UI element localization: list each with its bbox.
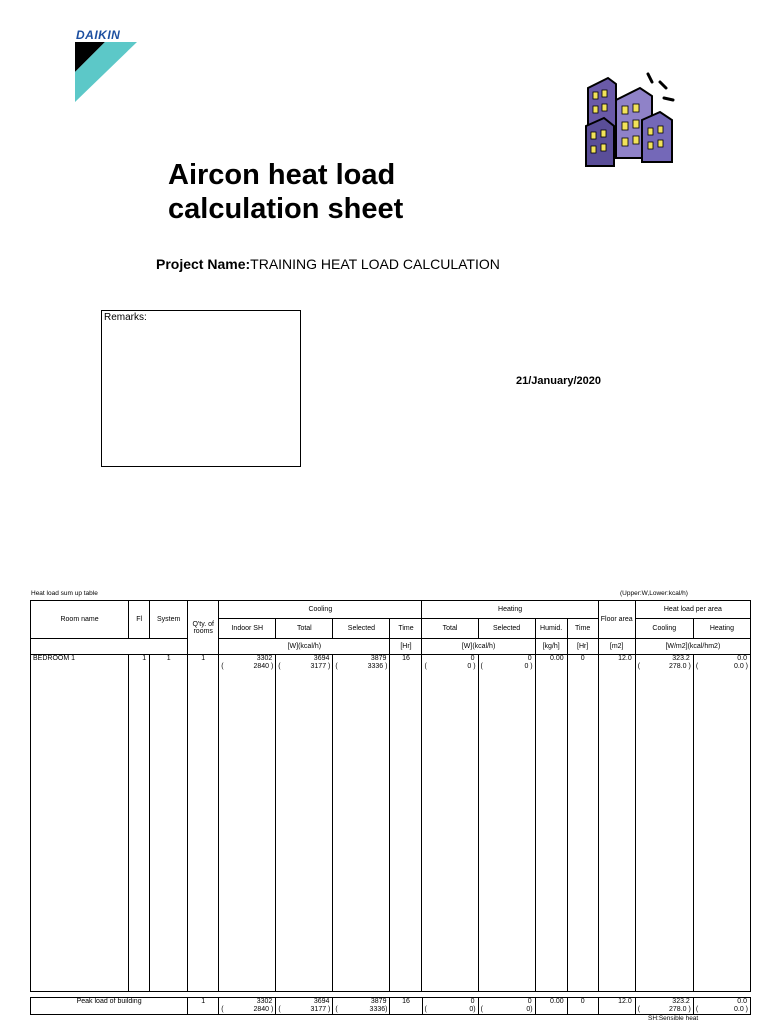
peak-pa-cool-k: 278.0	[669, 1006, 687, 1013]
peak-indoor-sh-w: 3302	[256, 998, 273, 1005]
unit-heating: [W](kcal/h)	[422, 639, 535, 655]
unit-kgh: [kg/h]	[535, 639, 567, 655]
peak-humid: 0.00	[535, 998, 567, 1015]
total-w: 3694	[313, 655, 330, 662]
header-qty: Q'ty. of rooms	[188, 601, 219, 655]
table-row: BEDROOM 1 1 1 1 3302 ( 2840 ) 3694 ( 3177 ) 3879 ( 3336 ) 16 0 ( 0 ) 0 ( 0 ) 0.00 0 12.0 323.2 ( 278.0 ) 0.0 ( 0.0 )	[31, 655, 751, 672]
header-total: Total	[276, 619, 333, 639]
header-selected: Selected	[333, 619, 390, 639]
unit-hr-2: [Hr]	[567, 639, 598, 655]
room-qty: 1	[188, 655, 219, 672]
heat-selected-w: 0	[527, 655, 532, 662]
peak-time: 16	[390, 998, 422, 1015]
project-value: TRAINING HEAT LOAD CALCULATION	[250, 256, 500, 272]
pa-heat-k: 0.0	[733, 663, 744, 670]
peak-row: Peak load of building 1 3302 ( 2840 ) 3694 ( 3177 ) 3879 ( 3336) 16 0 ( 0) 0 ( 0) 0.00 0 12.0 323.2 ( 278.0 ) 0.0 ( 0.0 )	[31, 998, 751, 1015]
peak-heat-total-k: 0	[469, 1006, 474, 1013]
peak-selected-w: 3879	[370, 998, 387, 1005]
total-k: 3177	[310, 663, 327, 670]
heat-selected-k: 0	[524, 663, 529, 670]
title-line-2: calculation sheet	[168, 193, 404, 225]
peak-selected-k: 3336	[369, 1006, 386, 1013]
indoor-sh-k: 2840	[253, 663, 270, 670]
header-humid: Humid.	[535, 619, 567, 639]
peak-pa-heat-k: 0.0	[733, 1006, 744, 1013]
peak-total-k: 3177	[310, 1006, 327, 1013]
header-floor-area: Floor area	[598, 601, 635, 639]
indoor-sh-w: 3302	[256, 655, 273, 662]
selected-w: 3879	[370, 655, 387, 662]
room-system: 1	[150, 655, 188, 672]
peak-floor-area: 12.0	[598, 998, 635, 1015]
header-heating: Heating	[422, 601, 598, 619]
unit-m2: [m2]	[598, 639, 635, 655]
project-label: Project Name:	[156, 256, 251, 272]
header-time: Time	[390, 619, 422, 639]
pa-cool-w: 323.2	[672, 655, 690, 662]
unit-cooling: [W](kcal/h)	[219, 639, 390, 655]
unit-per-area: [W/m2](kcal/hm2)	[635, 639, 750, 655]
humid: 0.00	[535, 655, 567, 672]
header-heat-total: Total	[422, 619, 478, 639]
page-title	[168, 158, 403, 226]
selected-k: 3336	[367, 663, 384, 670]
heat-load-table	[30, 600, 751, 992]
floor-area: 12.0	[598, 655, 635, 672]
room-fl: 1	[129, 655, 150, 672]
room-name: BEDROOM 1	[31, 655, 129, 672]
heat-total-k: 0	[467, 663, 472, 670]
cool-time: 16	[390, 655, 422, 672]
header-room-name: Room name	[31, 601, 129, 639]
peak-qty: 1	[188, 998, 219, 1015]
city-buildings-icon	[580, 70, 680, 170]
header-cooling: Cooling	[219, 601, 422, 619]
header-heat-time: Time	[567, 619, 598, 639]
peak-pa-cool-w: 323.2	[672, 998, 690, 1005]
peak-total-w: 3694	[313, 998, 330, 1005]
pa-cool-k: 278.0	[669, 663, 687, 670]
sh-note: SH:Sensible heat	[648, 1015, 699, 1022]
document-date: 21/January/2020	[516, 375, 602, 387]
heat-time: 0	[567, 655, 598, 672]
peak-heat-total-w: 0	[470, 998, 475, 1005]
title-line-1: Aircon heat load	[168, 159, 396, 191]
peak-load-table	[30, 997, 751, 1015]
peak-heat-selected-k: 0	[526, 1006, 531, 1013]
remarks-box	[101, 310, 301, 467]
peak-pa-heat-w: 0.0	[737, 998, 747, 1005]
header-system: System	[150, 601, 188, 639]
daikin-logo-text: DAIKIN	[76, 28, 121, 42]
unit-hr: [Hr]	[390, 639, 422, 655]
remarks-label: Remarks:	[104, 312, 147, 323]
peak-label: Peak load of building	[31, 998, 188, 1015]
peak-heat-time: 0	[567, 998, 598, 1015]
heat-total-w: 0	[470, 655, 475, 662]
header-heat-selected: Selected	[478, 619, 535, 639]
peak-heat-selected-w: 0	[527, 998, 532, 1005]
header-fl: Fl	[129, 601, 150, 639]
peak-indoor-sh-k: 2840	[253, 1006, 270, 1013]
header-per-area: Heat load per area	[635, 601, 750, 619]
project-name	[156, 256, 500, 272]
units-note: (Upper:W,Lower:kcal/h)	[620, 590, 688, 597]
header-pa-cooling: Cooling	[635, 619, 693, 639]
table-title: Heat load sum up table	[31, 590, 98, 597]
header-indoor-sh: Indoor SH	[219, 619, 276, 639]
header-pa-heating: Heating	[693, 619, 750, 639]
pa-heat-w: 0.0	[737, 655, 747, 662]
